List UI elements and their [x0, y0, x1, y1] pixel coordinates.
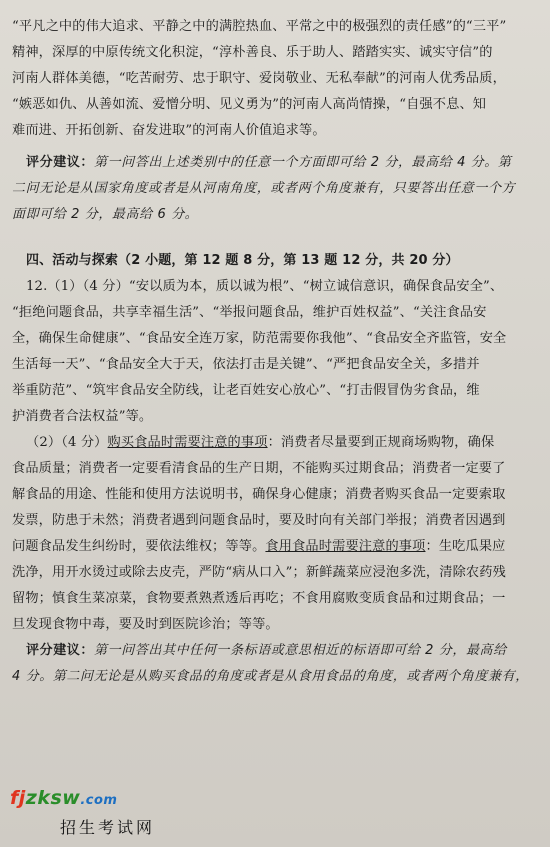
watermark-subtitle: 招生考试网	[60, 818, 156, 837]
text-line: 12.（1）（4 分）“安以质为本，质以诚为根”、“树立诚信意识，确保食品安全”、	[26, 279, 504, 294]
text-line: 解食品的用途、性能和使用方法说明书，确保身心健康；消费者购买食品一定要索取	[12, 487, 506, 502]
scoring-label: 评分建议：	[26, 643, 95, 658]
scoring-note-1	[12, 150, 538, 228]
text-line: 留物；慎食生菜凉菜，食物要煮熟煮透后再吃；不食用腐败变质食品和过期食品；一	[12, 591, 506, 606]
scoring-note-2	[12, 638, 538, 690]
text-line: 旦发现食物中毒，要及时到医院诊治；等等。	[12, 617, 279, 632]
text-line: 举重防范”、“筑牢食品安全防线，让老百姓安心放心”、“打击假冒伪劣食品，维	[12, 383, 480, 398]
part-prefix: （2）（4 分）	[26, 435, 108, 450]
text-line: 洗净，用开水烫过或除去皮壳，严防“病从口入”；新鲜蔬菜应浸泡多洗，清除农药残	[12, 565, 506, 580]
scoring-line: 4 分。第二问无论是从购买食品的角度或者是从食用食品的角度，或者两个角度兼有，	[12, 669, 529, 684]
text-run: 问题食品发生纠纷时，要依法维权；等等。	[12, 539, 266, 554]
text-line	[12, 430, 538, 456]
text-line: “平凡之中的伟大追求、平静之中的满腔热血、平常之中的极强烈的责任感”的“三平”	[12, 19, 507, 34]
text-line: “拒绝问题食品，共享幸福生活”、“举报问题食品，维护百姓权益”、“关注食品安	[12, 305, 487, 320]
underlined-heading: 购买食品时需要注意的事项	[107, 435, 268, 450]
scoring-text: 第一问答出上述类别中的任意一个方面即可给 2 分，最高给 4 分。第	[94, 155, 512, 170]
text-run: ：消费者尽量要到正规商场购物，确保	[267, 435, 495, 450]
text-line	[12, 534, 538, 560]
text-line: 河南人群体美德，“吃苦耐劳、忠于职守、爱岗敬业、无私奉献”的河南人优秀品质，	[12, 71, 506, 86]
scoring-line: 二问无论是从国家角度或者是从河南角度，或者两个角度兼有，只要答出任意一个方	[12, 181, 516, 196]
scoring-line	[12, 638, 538, 664]
underlined-heading: 食用食品时需要注意的事项	[265, 539, 426, 554]
question-12-part-2	[12, 430, 538, 638]
site-watermark	[10, 787, 180, 837]
watermark-logo: fjzksw.com	[10, 787, 118, 809]
text-line: 全，确保生命健康”、“食品安全连万家，防范需要你我他”、“食品安全齐监管，安全	[12, 331, 507, 346]
scoring-label: 评分建议：	[26, 155, 95, 170]
scoring-line: 面即可给 2 分，最高给 6 分。	[12, 207, 199, 222]
text-line: 发票，防患于未然；消费者遇到问题食品时，要及时向有关部门举报；消费者因遇到	[12, 513, 506, 528]
text-line: 护消费者合法权益”等。	[12, 409, 153, 424]
text-run: ：生吃瓜果应	[425, 539, 506, 554]
text-line: 难而进、开拓创新、奋发进取”的河南人价值追求等。	[12, 123, 326, 138]
text-line: 食品质量；消费者一定要看清食品的生产日期，不能购买过期食品；消费者一定要了	[12, 461, 506, 476]
text-line: “嫉恶如仇、从善如流、爱憎分明、见义勇为”的河南人高尚情操，“自强不息、知	[12, 97, 487, 112]
scoring-line	[12, 150, 538, 176]
section-heading: 四、活动与探索（2 小题，第 12 题 8 分，第 13 题 12 分，共 20 分）	[26, 253, 459, 268]
scoring-text: 第一问答出其中任何一条标语或意思相近的标语即可给 2 分，最高给	[94, 643, 507, 658]
text-line: 生活每一天”、“食品安全大于天，依法打击是关键”、“严把食品安全关，多措并	[12, 357, 480, 372]
intro-paragraph	[12, 14, 538, 144]
text-line: 精神，深厚的中原传统文化积淀，“淳朴善良、乐于助人、踏踏实实、诚实守信”的	[12, 45, 493, 60]
question-12-part-1	[12, 274, 538, 430]
